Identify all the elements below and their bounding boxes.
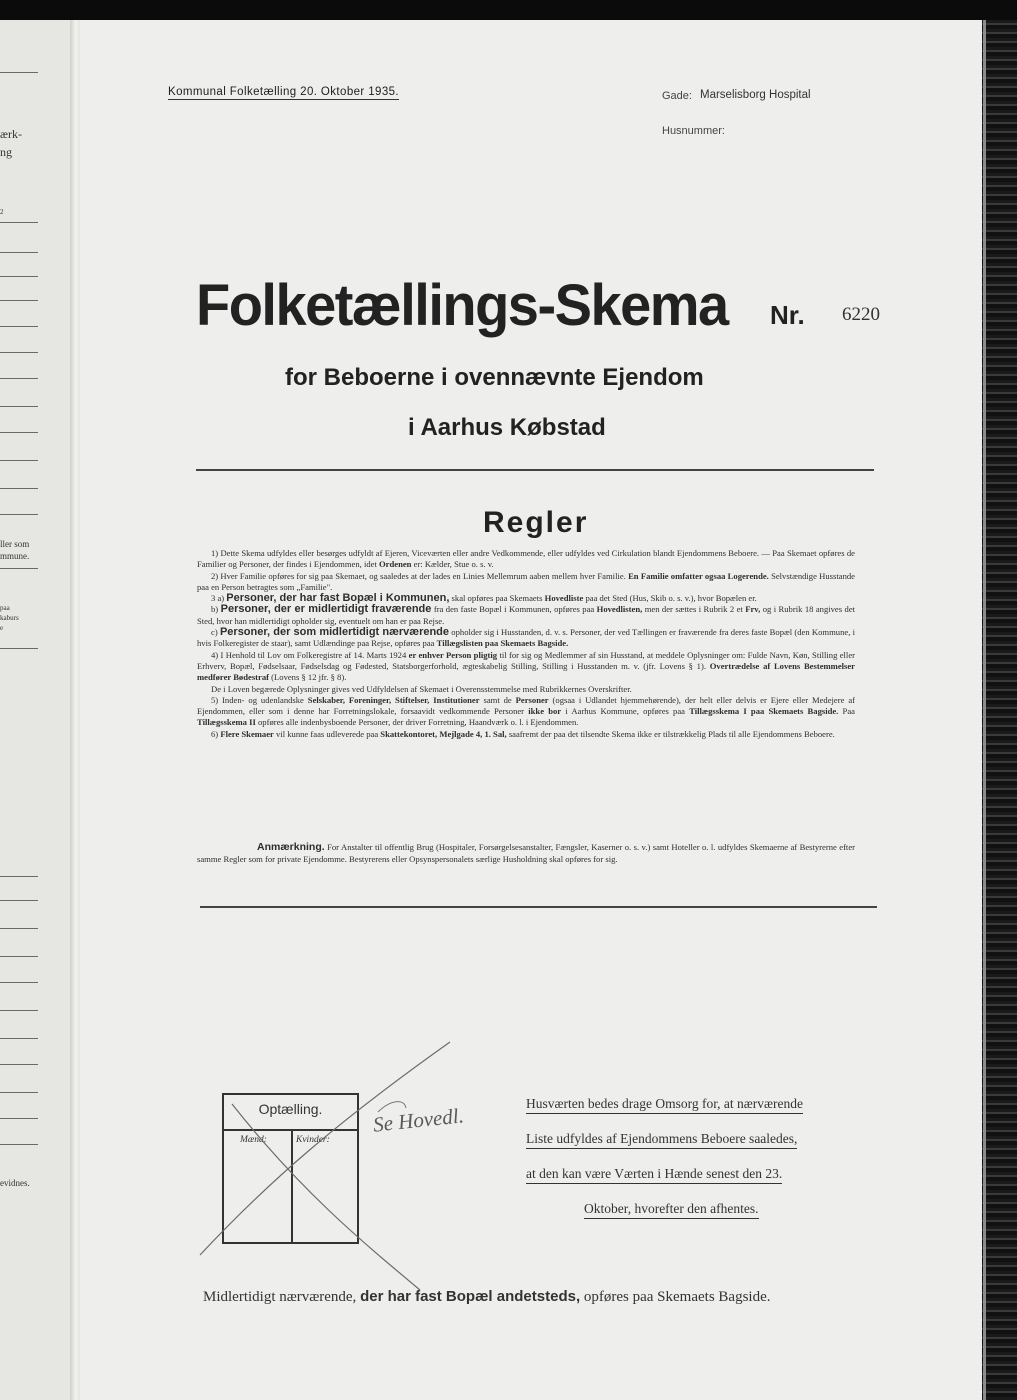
remark-body: For Anstalter til offentlig Brug (Hospitaler, Forsørgelsesanstalter, Fængsler, Kaserner o. s. v.) samt Hoteller o. l. udfyldes Skemaerne af Bestyrerne efter samme Regler som for private Ejendomme. Bestyrerens eller Opsynspersonalets særlige Husholdning skal opføres for sig. [197, 842, 855, 864]
rule-5: 5) Inden- og udenlandske Selskaber, Foreninger, Stiftelser, Institutioner samt de Personer (ogsaa i Udlandet hjemmehørende), der helt eller delvis er Ejere eller Medejere af Ejendommen, eller som i denne har Forretningslokale, forsaavidt vedkommende Personer ikke bor i Aarhus Kommune, opføres paa Tillægsskema I paa Skemaets Bagside. Paa Tillægsskema II opføres alle indenbysboende Personer, der driver Forretning, Haandværk o. l. i Ejendommen. [197, 694, 856, 728]
notice-line-3: at den kan være Værten i Hænde senest den 23. [526, 1166, 782, 1184]
left-page-strip [0, 20, 76, 1400]
count-title: Optælling. [258, 1101, 323, 1117]
left-fragment: paa [0, 604, 10, 612]
form-title: Folketællings-Skema [196, 271, 728, 338]
rule-3b: b) Personer, der er midlertidigt fraværende fra den faste Bopæl i Kommunen, opføres paa Hovedlisten, men der sættes i Rubrik 2 et Frv, og i Rubrik 18 angives det Sted, hvor han midlertidigt opholder sig, eventuelt om han er paa Rejse. [197, 603, 856, 626]
remark-label: Anmærkning. [257, 841, 325, 853]
left-fragment: evidnes. [0, 1178, 30, 1188]
left-rule [0, 876, 38, 877]
count-men-label: Mænd: [240, 1135, 267, 1145]
left-rule [0, 72, 38, 73]
title-divider [196, 469, 874, 471]
street-label: Gade: [662, 90, 692, 102]
count-box [222, 1093, 359, 1244]
left-rule [0, 488, 38, 489]
footer-note: Midlertidigt nærværende, der har fast Bopæl andetsteds, opføres paa Skemaets Bagside. [203, 1288, 771, 1305]
notice-line-1: Husværten bedes drage Omsorg for, at nærværende [526, 1096, 803, 1114]
form-number-label: Nr. [770, 300, 805, 330]
left-rule [0, 1038, 38, 1039]
remark-divider [200, 906, 877, 908]
rule-1: 1) Dette Skema udfyldes eller besørges udfyldt af Ejeren, Viceværten eller andre Vedkommende, eller udfyldes ved Cirkulation blandt Ejendommens Beboere. — Paa Skemaet opføres de Familier og Personer, der findes i Ejendommen, idet Ordenen er: Kælder, Stue o. s. v. [197, 548, 855, 570]
left-fragment: ller som [0, 539, 30, 549]
page-edge-line [983, 20, 986, 1400]
left-rule [0, 222, 38, 223]
left-rule [0, 252, 38, 253]
rules-heading: Regler [483, 506, 589, 539]
left-rule [0, 956, 38, 957]
left-rule [0, 928, 38, 929]
census-label: Kommunal Folketælling 20. Oktober 1935. [168, 86, 400, 98]
house-number-label: Husnummer: [662, 125, 725, 137]
left-rule [0, 1144, 38, 1145]
page-stack-edge [982, 20, 1017, 1400]
count-box-column-divider [291, 1129, 293, 1244]
remark-text [197, 842, 855, 865]
rule-2: 2) Hver Familie opføres for sig paa Skemaet, og saaledes at der lades en Linies Mellemrum aaben mellem hver Familie. En Familie omfatter ogsaa Logerende. Selvstændige Husstande paa en Person betragtes som „Familie". [197, 570, 855, 592]
handwritten-note: Se Hovedl. [371, 1103, 465, 1137]
form-number-value: 6220 [842, 304, 880, 325]
left-rule [0, 648, 38, 649]
form-subtitle-city: i Aarhus Købstad [408, 414, 606, 441]
left-fragment: 2 [0, 208, 4, 216]
notice-line-4: Oktober, hvorefter den afhentes. [584, 1201, 759, 1219]
left-rule [0, 1092, 38, 1093]
rule-4-note: De i Loven begærede Oplysninger gives ved Udfyldelsen af Skemaet i Overensstemmelse med Rubrikkernes Overskrifter. [211, 683, 632, 694]
left-rule [0, 432, 38, 433]
left-rule [0, 378, 38, 379]
left-rule [0, 406, 38, 407]
left-rule [0, 1118, 38, 1119]
rule-6: 6) Flere Skemaer vil kunne faas udleverede paa Skattekontoret, Mejlgade 4, 1. Sal, saafremt der paa det tilsendte Skema ikke er tilstrækkelig Plads til alle Ejendommens Beboere. [211, 728, 835, 739]
street-value: Marselisborg Hospital [700, 89, 811, 101]
notice-line-2: Liste udfyldes af Ejendommens Beboere saaledes, [526, 1131, 797, 1149]
form-subtitle: for Beboerne i ovennævnte Ejendom [285, 364, 704, 391]
left-rule [0, 900, 38, 901]
count-women-label: Kvinder: [296, 1135, 330, 1145]
left-fragment: kaburs [0, 614, 19, 622]
left-rule [0, 514, 38, 515]
left-rule [0, 460, 38, 461]
left-fragment: mmune. [0, 551, 30, 561]
left-rule [0, 326, 38, 327]
rule-4: 4) I Henhold til Lov om Folkeregistre af 14. Marts 1924 er enhver Person pligtig til for sig og Medlemmer af sin Husstand, at meddele Oplysninger om: Fulde Navn, Køn, Stilling eller Erhverv, Bopæl, Fødselsaar, Fødselsdag og Fødested, Statsborgerforhold, ægteskabelig Stilling, Stilling i Husstanden m. v. (jfr. Lovens § 1). Overtrædelse af Lovens Bestemmelser medfører Bødestraf (Lovens § 12 jfr. § 8). [197, 649, 856, 683]
rules-text [197, 548, 855, 740]
left-rule [0, 300, 38, 301]
left-fragment: ærk- [0, 127, 22, 141]
left-fragment: e [0, 624, 4, 632]
rule-3a: 3 a) Personer, der har fast Bopæl i Kommunen, skal opføres paa Skemaets Hovedliste paa det Sted (Hus, Skib o. s. v.), hvor Bopælen er. [211, 592, 757, 605]
rule-3c: c) Personer, der som midlertidigt nærværende opholder sig i Husstanden, d. v. s. Personer, der ved Tællingen er fraværende fra deres faste Bopæl (den Kommune, i hvis Folkeregister de staar), samt Udlændinge paa Rejse, opføres paa Tillægslisten paa Skemaets Bagside. [197, 626, 855, 649]
left-rule [0, 276, 38, 277]
left-rule [0, 352, 38, 353]
left-rule [0, 1064, 38, 1065]
left-rule [0, 1010, 38, 1011]
left-rule [0, 568, 38, 569]
left-fragment: ng [0, 145, 12, 159]
left-rule [0, 982, 38, 983]
